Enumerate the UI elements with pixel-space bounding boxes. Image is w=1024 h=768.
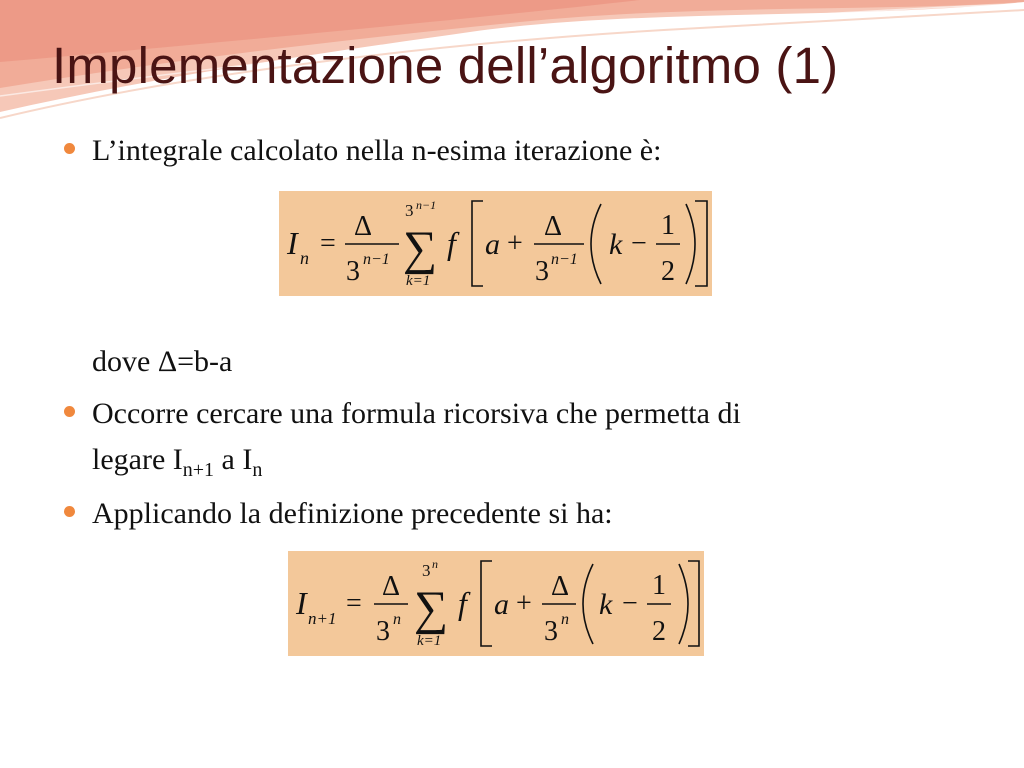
formula1-func: f — [447, 225, 456, 261]
formula1-inner-den-base: 3 — [535, 256, 549, 287]
formula2-equals: = — [346, 588, 362, 619]
formula2-k: k — [599, 588, 613, 621]
formula2-lhs-sub: n+1 — [308, 609, 337, 628]
slide-title: Implementazione dell’algoritmo (1) — [52, 37, 839, 94]
formula2-sum-symbol: ∑ — [414, 582, 449, 635]
formula2-minus: − — [622, 588, 638, 619]
formula1-frac-num: Δ — [353, 211, 373, 242]
formula-In-plus-1 — [288, 551, 704, 656]
formula2-inner-num: Δ — [550, 571, 570, 602]
legare-text: legare I — [92, 443, 183, 476]
formula1-k: k — [609, 228, 623, 261]
formula1-sum-symbol: ∑ — [403, 222, 438, 275]
formula1-half-den: 2 — [661, 256, 675, 287]
formula2-half-num: 1 — [652, 570, 666, 601]
formula1-a: a — [485, 228, 500, 261]
formula2-lhs-var: I — [296, 585, 307, 621]
a-text: a I — [214, 443, 253, 476]
formula1-equals: = — [320, 228, 336, 259]
formula2-inner-den-base: 3 — [544, 616, 558, 647]
formula2-sum-upper-exp: n — [432, 557, 438, 571]
subscript-n: n — [252, 459, 263, 481]
bullet-dot — [64, 143, 75, 154]
formula2-frac-num: Δ — [381, 571, 401, 602]
bullet-text-definition: Applicando la definizione precedente si ha: — [92, 497, 613, 530]
formula2-a: a — [494, 588, 509, 621]
formula1-inner-den-exp: n−1 — [551, 251, 578, 268]
formula2-frac-den-exp: n — [393, 611, 401, 628]
formula2-sum-lower: k=1 — [417, 633, 442, 649]
formula1-frac-den-exp: n−1 — [363, 251, 390, 268]
subscript-n-plus-1: n+1 — [182, 459, 215, 481]
formula2-inner-den-exp: n — [561, 611, 569, 628]
formula1-plus: + — [507, 228, 523, 259]
formula2-sum-upper-base: 3 — [422, 561, 431, 580]
formula1-lhs-var: I — [287, 225, 298, 261]
bullet-text-recursive-line1: Occorre cercare una formula ricorsiva che permetta di — [92, 397, 741, 430]
formula2-half-den: 2 — [652, 616, 666, 647]
formula1-half-num: 1 — [661, 210, 675, 241]
formula1-sum-upper-exp: n−1 — [416, 198, 437, 212]
formula1-minus: − — [631, 228, 647, 259]
formula2-frac-den-base: 3 — [376, 616, 390, 647]
formula1-sum-lower: k=1 — [406, 273, 431, 289]
bullet-text-recursive-line2 — [92, 440, 262, 490]
formula-In — [279, 191, 712, 296]
delta-definition: dove Δ=b-a — [92, 345, 233, 378]
bullet-dot — [64, 406, 75, 417]
formula2-plus: + — [516, 588, 532, 619]
bullet-text-integral: L’integrale calcolato nella n-esima iterazione è: — [92, 134, 662, 167]
formula1-frac-den-base: 3 — [346, 256, 360, 287]
bullet-dot — [64, 506, 75, 517]
formula1-lhs-sub: n — [300, 248, 309, 268]
formula1-sum-upper-base: 3 — [405, 201, 414, 220]
formula2-func: f — [458, 585, 467, 621]
formula1-inner-num: Δ — [543, 211, 563, 242]
